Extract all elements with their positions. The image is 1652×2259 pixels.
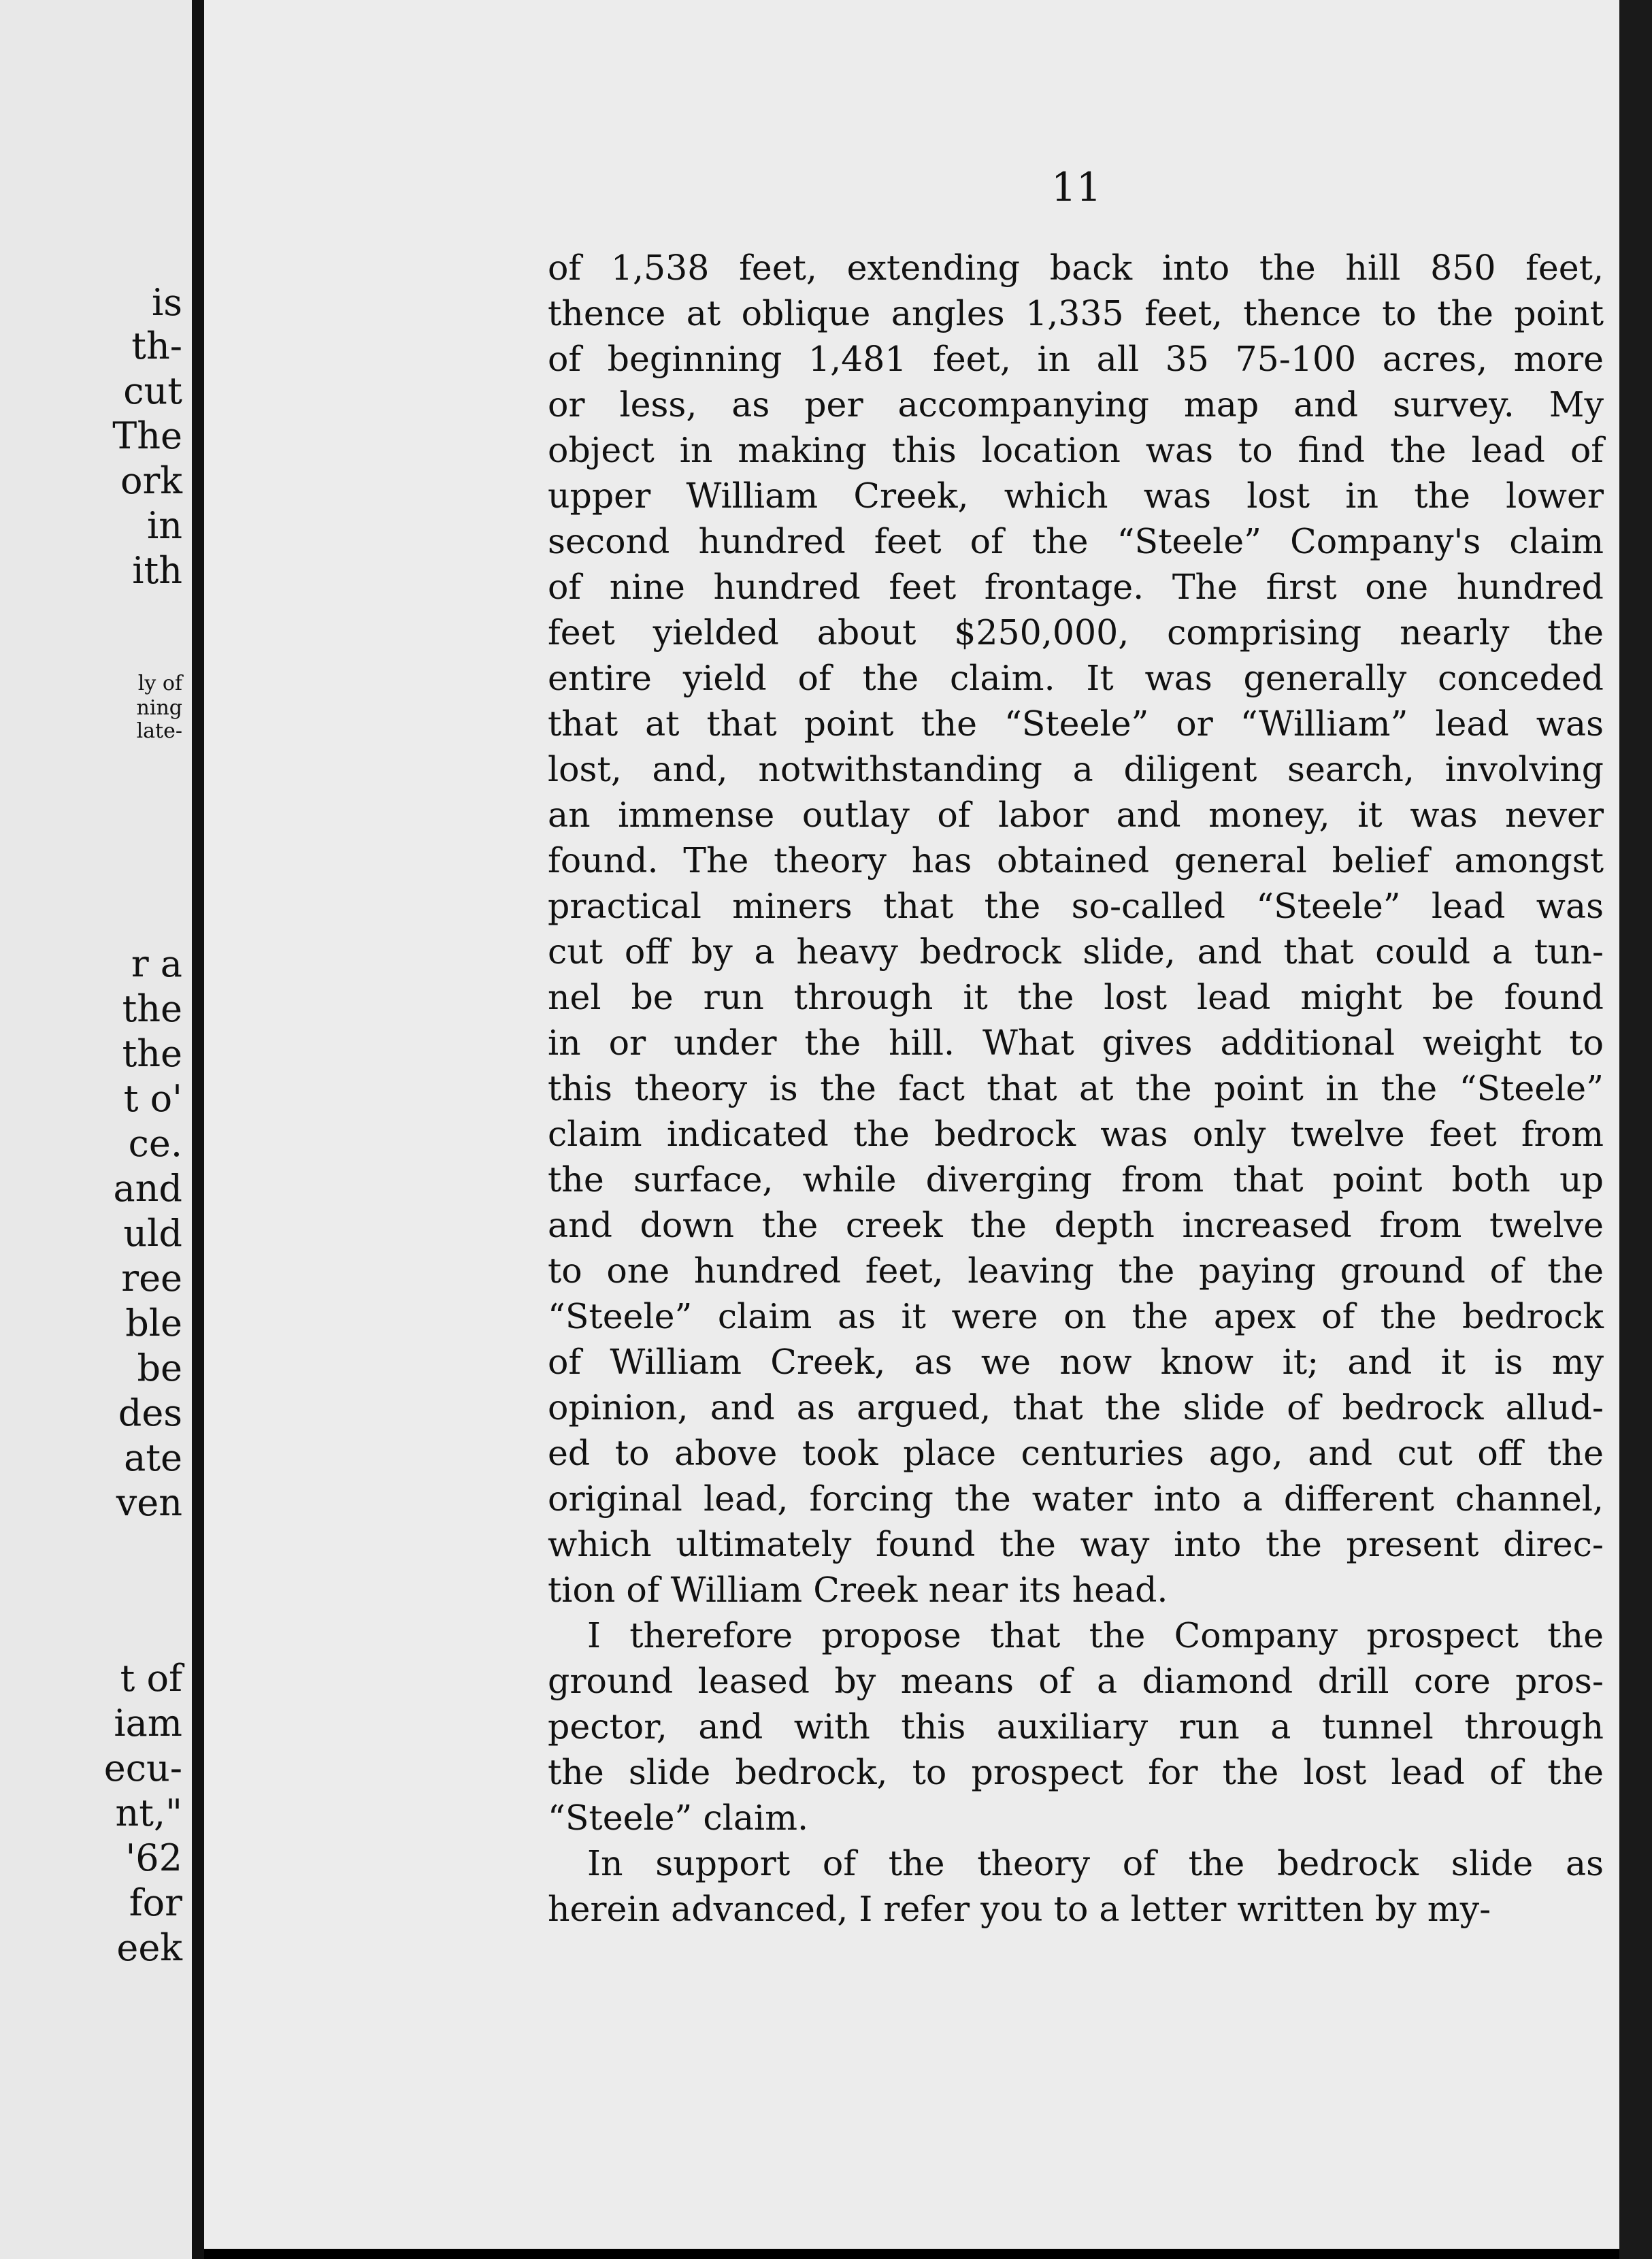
scan-right-edge: [1619, 0, 1652, 2259]
text-line: in or under the hill. What gives additional weight to: [548, 1023, 1604, 1063]
text-line: object in making this location was to find the lead of: [548, 430, 1604, 470]
previous-page-fragment-line: is: [152, 281, 182, 324]
previous-page-fragment-line: in: [146, 504, 182, 547]
previous-page-fragment-line: the: [122, 1032, 182, 1075]
previous-page-fragment-line: '62: [125, 1836, 182, 1879]
previous-page-fragment-line: ning: [136, 696, 182, 720]
text-line: herein advanced, I refer you to a letter written by my-: [548, 1889, 1491, 1929]
previous-page-fragment-line: ate: [124, 1436, 182, 1479]
text-line: of 1,538 feet, extending back into the hill 850 feet,: [548, 248, 1604, 288]
text-line: and down the creek the depth increased from twelve: [548, 1205, 1604, 1245]
previous-page-fragment-line: ecu-: [103, 1747, 182, 1790]
previous-page-fragment: [0, 0, 192, 2259]
previous-page-fragment-line: ce.: [128, 1122, 182, 1165]
text-line: feet yielded about $250,000, comprising nearly the: [548, 612, 1604, 653]
text-line: ed to above took place centuries ago, and cut off the: [548, 1433, 1604, 1473]
previous-page-fragment-line: ven: [116, 1481, 182, 1524]
book-gutter: [192, 0, 204, 2259]
page-body-text: [548, 245, 1604, 1932]
text-line: an immense outlay of labor and money, it was never: [548, 795, 1604, 835]
text-line: upper William Creek, which was lost in the lower: [548, 476, 1604, 516]
text-line: found. The theory has obtained general belief amongst: [548, 840, 1604, 880]
text-line: claim indicated the bedrock was only twelve feet from: [548, 1114, 1604, 1154]
text-line: lost, and, notwithstanding a diligent search, involving: [548, 749, 1604, 789]
previous-page-fragment-line: r a: [131, 942, 182, 985]
page-number: 11: [1051, 164, 1102, 210]
text-line: cut off by a heavy bedrock slide, and that could a tun-: [548, 931, 1604, 972]
previous-page-fragment-line: th-: [131, 325, 182, 367]
previous-page-fragment-line: uld: [123, 1212, 182, 1255]
text-line: practical miners that the so-called “Steele” lead was: [548, 886, 1604, 926]
text-line: second hundred feet of the “Steele” Company's claim: [548, 521, 1604, 561]
previous-page-fragment-line: and: [113, 1167, 182, 1210]
previous-page-fragment-line: ree: [121, 1257, 182, 1300]
text-line: to one hundred feet, leaving the paying ground of the: [548, 1251, 1604, 1291]
text-line: nel be run through it the lost lead might be found: [548, 977, 1604, 1017]
text-line: that at that point the “Steele” or “William” lead was: [548, 704, 1604, 744]
text-line: pector, and with this auxiliary run a tunnel through: [548, 1706, 1604, 1747]
previous-page-fragment-line: late-: [136, 719, 182, 743]
text-line: opinion, and as argued, that the slide of bedrock allud-: [548, 1387, 1604, 1428]
previous-page-fragment-line: cut: [123, 369, 182, 412]
previous-page-fragment-line: t of: [120, 1657, 182, 1700]
previous-page-fragment-line: iam: [114, 1702, 182, 1745]
text-line: I therefore propose that the Company prospect the: [587, 1615, 1604, 1655]
previous-page-fragment-line: nt,": [115, 1792, 182, 1834]
text-line: of nine hundred feet frontage. The first one hundred: [548, 567, 1604, 607]
text-line: tion of William Creek near its head.: [548, 1570, 1168, 1610]
previous-page-fragment-line: des: [118, 1391, 182, 1434]
previous-page-fragment-line: ork: [120, 459, 182, 502]
text-line: ground leased by means of a diamond drill core pros-: [548, 1661, 1604, 1701]
previous-page-fragment-line: be: [137, 1347, 182, 1389]
previous-page-fragment-line: ble: [125, 1302, 182, 1345]
page: [204, 0, 1619, 2249]
previous-page-fragment-line: ly of: [137, 672, 182, 695]
previous-page-text-fragments: [0, 0, 192, 2259]
text-line: of beginning 1,481 feet, in all 35 75-100 acres, more: [548, 339, 1604, 379]
text-line: “Steele” claim as it were on the apex of the bedrock: [548, 1296, 1604, 1336]
text-line: the surface, while diverging from that point both up: [548, 1159, 1604, 1200]
previous-page-fragment-line: The: [112, 414, 182, 457]
previous-page-fragment-line: ith: [132, 549, 182, 592]
text-line: original lead, forcing the water into a different channel,: [548, 1479, 1604, 1519]
text-line: which ultimately found the way into the present direc-: [548, 1524, 1604, 1564]
previous-page-fragment-line: for: [129, 1881, 182, 1924]
text-line: this theory is the fact that at the point in the “Steele”: [548, 1068, 1604, 1108]
text-line: “Steele” claim.: [548, 1798, 809, 1838]
text-line: the slide bedrock, to prospect for the lost lead of the: [548, 1752, 1604, 1792]
text-line: entire yield of the claim. It was generally conceded: [548, 658, 1604, 698]
text-line: thence at oblique angles 1,335 feet, thence to the point: [548, 293, 1604, 333]
previous-page-fragment-line: the: [122, 987, 182, 1030]
previous-page-fragment-line: t o': [123, 1077, 182, 1120]
text-line: or less, as per accompanying map and survey. My: [548, 384, 1604, 425]
text-line: In support of the theory of the bedrock slide as: [587, 1843, 1604, 1883]
previous-page-fragment-line: eek: [116, 1926, 182, 1969]
text-line: of William Creek, as we now know it; and it is my: [548, 1342, 1604, 1382]
